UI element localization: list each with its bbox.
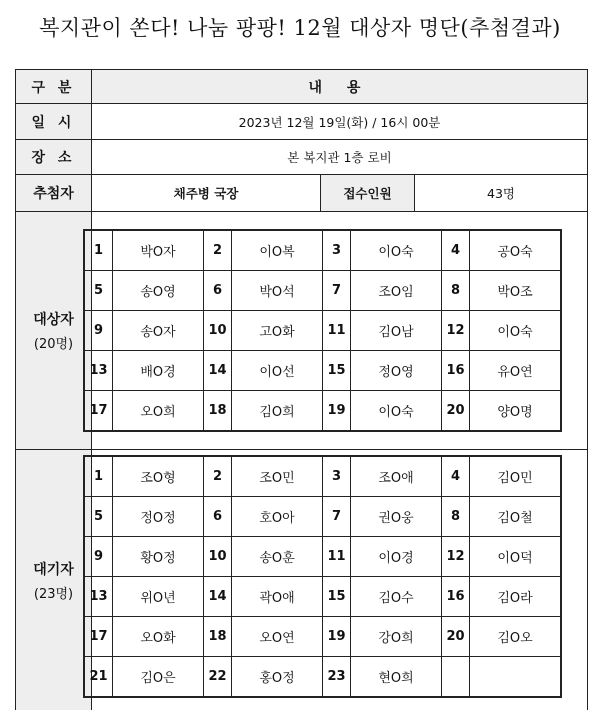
entry-name: 이O경 xyxy=(351,537,442,577)
entry-number: 4 xyxy=(442,457,470,497)
entry-name: 강O희 xyxy=(351,617,442,657)
entry-number: 8 xyxy=(442,271,470,311)
count-value: 43명 xyxy=(487,186,515,201)
entry-number: 14 xyxy=(204,577,232,617)
table-row xyxy=(85,351,561,391)
date-row xyxy=(16,104,587,140)
entry-name: 박O석 xyxy=(232,271,323,311)
entry-name: 유O연 xyxy=(470,351,561,391)
recipients-grid xyxy=(83,229,562,432)
entry-number: 8 xyxy=(442,497,470,537)
waitlist-table xyxy=(84,456,561,697)
entry-number: 3 xyxy=(323,231,351,271)
entry-number: 17 xyxy=(85,617,113,657)
entry-number: 5 xyxy=(85,271,113,311)
entry-name xyxy=(470,657,561,697)
place-row xyxy=(16,140,587,175)
entry-name: 홍O정 xyxy=(232,657,323,697)
entry-number: 3 xyxy=(323,457,351,497)
entry-name: 김O은 xyxy=(113,657,204,697)
entry-name: 오O화 xyxy=(113,617,204,657)
entry-name: 이O선 xyxy=(232,351,323,391)
entry-name: 김O철 xyxy=(470,497,561,537)
entry-name: 송O영 xyxy=(113,271,204,311)
entry-number: 4 xyxy=(442,231,470,271)
entry-number: 20 xyxy=(442,391,470,431)
entry-name: 곽O애 xyxy=(232,577,323,617)
entry-name: 김O희 xyxy=(232,391,323,431)
entry-number: 18 xyxy=(204,617,232,657)
entry-name: 송O자 xyxy=(113,311,204,351)
entry-number: 13 xyxy=(85,577,113,617)
entry-name: 위O년 xyxy=(113,577,204,617)
place-value: 본 복지관 1층 로비 xyxy=(287,150,392,165)
entry-number: 1 xyxy=(85,457,113,497)
entry-number: 5 xyxy=(85,497,113,537)
entry-name: 박O조 xyxy=(470,271,561,311)
entry-number: 22 xyxy=(204,657,232,697)
entry-number: 18 xyxy=(204,391,232,431)
entry-number: 6 xyxy=(204,271,232,311)
entry-name: 조O형 xyxy=(113,457,204,497)
entry-number: 15 xyxy=(323,577,351,617)
entry-number: 9 xyxy=(85,311,113,351)
recipients-table xyxy=(84,230,561,431)
recipients-title: 대상자 xyxy=(33,312,74,328)
entry-number: 11 xyxy=(323,537,351,577)
place-label: 장 소 xyxy=(16,140,92,174)
entry-name: 오O연 xyxy=(232,617,323,657)
entry-number: 12 xyxy=(442,311,470,351)
entry-name: 김O오 xyxy=(470,617,561,657)
recipients-label xyxy=(16,212,92,449)
entry-name: 김O민 xyxy=(470,457,561,497)
entry-name: 김O수 xyxy=(351,577,442,617)
table-row xyxy=(85,231,561,271)
waitlist-grid xyxy=(83,455,562,698)
drawer-name: 채주병 국장 xyxy=(92,175,321,211)
entry-number: 13 xyxy=(85,351,113,391)
entry-name: 박O자 xyxy=(113,231,204,271)
date-label: 일 시 xyxy=(16,104,92,139)
entry-name: 이O숙 xyxy=(351,391,442,431)
table-row xyxy=(85,497,561,537)
drawer-row xyxy=(16,175,587,212)
table-row xyxy=(85,537,561,577)
header-label: 구 분 xyxy=(16,70,92,103)
entry-name: 양O명 xyxy=(470,391,561,431)
entry-name: 공O숙 xyxy=(470,231,561,271)
entry-name: 정O영 xyxy=(351,351,442,391)
entry-number: 20 xyxy=(442,617,470,657)
entry-number: 14 xyxy=(204,351,232,391)
waitlist-title: 대기자 xyxy=(33,561,74,578)
entry-name: 조O민 xyxy=(232,457,323,497)
entry-name: 김O라 xyxy=(470,577,561,617)
entry-name: 호O아 xyxy=(232,497,323,537)
entry-name: 김O남 xyxy=(351,311,442,351)
entry-name: 오O희 xyxy=(113,391,204,431)
entry-name: 이O숙 xyxy=(351,231,442,271)
table-row xyxy=(85,311,561,351)
entry-name: 권O웅 xyxy=(351,497,442,537)
entry-name: 이O숙 xyxy=(470,311,561,351)
entry-number: 19 xyxy=(323,617,351,657)
entry-name: 정O정 xyxy=(113,497,204,537)
table-row xyxy=(85,577,561,617)
entry-number xyxy=(442,657,470,697)
entry-number: 17 xyxy=(85,391,113,431)
entry-number: 16 xyxy=(442,351,470,391)
entry-number: 10 xyxy=(204,537,232,577)
waitlist-count: (23명) xyxy=(33,586,74,602)
table-row xyxy=(85,457,561,497)
entry-number: 23 xyxy=(323,657,351,697)
recipients-count: (20명) xyxy=(33,337,74,352)
table-row xyxy=(85,657,561,697)
header-content: 내 용 xyxy=(92,70,587,103)
entry-number: 2 xyxy=(204,231,232,271)
page-title: 복지관이 쏜다! 나눔 팡팡! 12월 대상자 명단(추첨결과) xyxy=(39,16,561,40)
entry-number: 7 xyxy=(323,271,351,311)
table-row xyxy=(85,271,561,311)
entry-name: 조O임 xyxy=(351,271,442,311)
waitlist-label xyxy=(16,450,92,710)
header-row xyxy=(16,70,587,104)
entry-number: 6 xyxy=(204,497,232,537)
entry-number: 1 xyxy=(85,231,113,271)
entry-number: 2 xyxy=(204,457,232,497)
entry-number: 12 xyxy=(442,537,470,577)
entry-name: 이O덕 xyxy=(470,537,561,577)
entry-number: 16 xyxy=(442,577,470,617)
table-row xyxy=(85,617,561,657)
count-label: 접수인원 xyxy=(321,175,415,211)
entry-number: 15 xyxy=(323,351,351,391)
entry-number: 11 xyxy=(323,311,351,351)
entry-name: 조O애 xyxy=(351,457,442,497)
drawer-label: 추첨자 xyxy=(16,175,92,211)
date-value: 2023년 12월 19일(화) / 16시 00분 xyxy=(238,114,441,130)
entry-number: 9 xyxy=(85,537,113,577)
entry-name: 황O정 xyxy=(113,537,204,577)
entry-name: 배O경 xyxy=(113,351,204,391)
entry-number: 7 xyxy=(323,497,351,537)
table-row xyxy=(85,391,561,431)
entry-number: 19 xyxy=(323,391,351,431)
entry-number: 21 xyxy=(85,657,113,697)
entry-name: 이O복 xyxy=(232,231,323,271)
entry-number: 10 xyxy=(204,311,232,351)
entry-name: 고O화 xyxy=(232,311,323,351)
entry-name: 현O희 xyxy=(351,657,442,697)
entry-name: 송O훈 xyxy=(232,537,323,577)
